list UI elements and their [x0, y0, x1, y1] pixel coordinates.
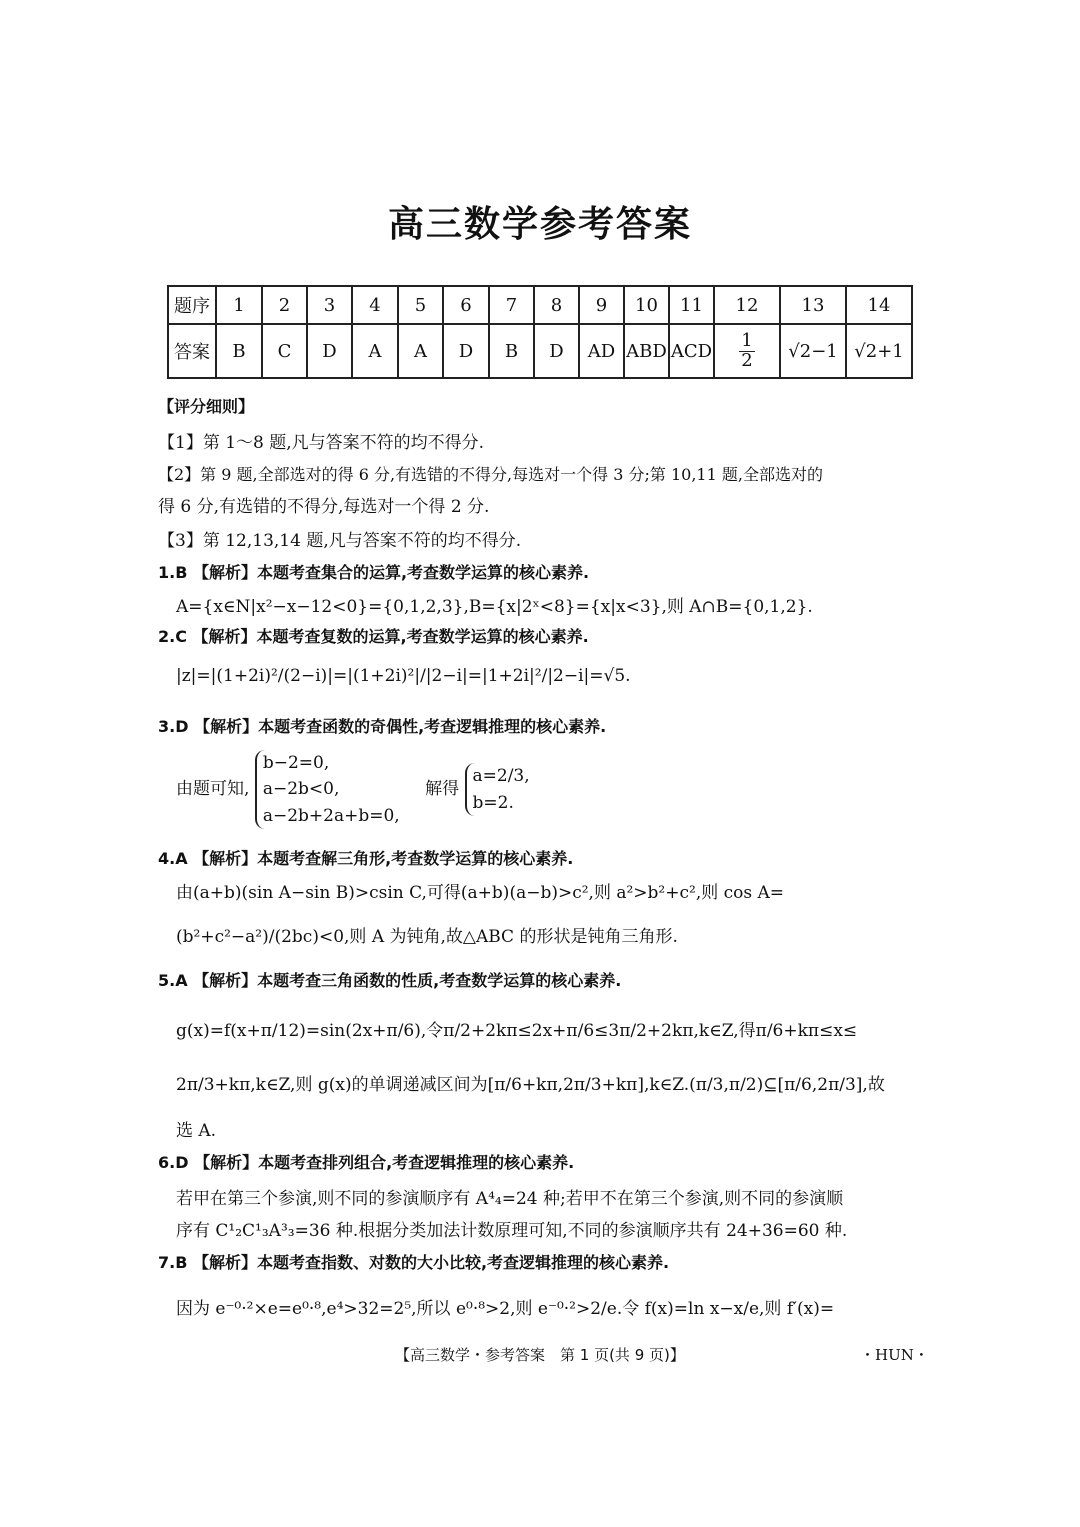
rule-1: 【1】第 1～8 题,凡与答案不符的均不得分. [158, 433, 485, 453]
q4-solution-b: (b²+c²−a²)/(2bc)<0,则 A 为钝角,故△ABC 的形状是钝角三角形. [176, 927, 678, 947]
fraction-denominator: 2 [741, 349, 753, 371]
answer-cell: A [398, 324, 443, 378]
table-header-cell: 题序 [168, 286, 216, 324]
q3-prefix: 由题可知, [176, 779, 250, 800]
q1-heading: 1.B 【解析】本题考查集合的运算,考查数学运算的核心素养. [158, 563, 590, 582]
page-footer: 【高三数学・参考答案 第 1 页(共 9 页)】 [395, 1346, 685, 1364]
q3-result [465, 763, 530, 816]
answer-cell: AD [579, 324, 624, 378]
q7-heading: 7.B 【解析】本题考查指数、对数的大小比较,考查逻辑推理的核心素养. [158, 1253, 670, 1272]
answer-cell: √2+1 [846, 324, 912, 378]
fraction [739, 329, 754, 371]
q3-system [255, 750, 400, 829]
rules-heading: 【评分细则】 [158, 397, 255, 416]
q3-eq3: a−2b+2a+b=0, [262, 805, 400, 826]
question-number-cell: 4 [352, 286, 398, 324]
question-number-cell: 5 [398, 286, 443, 324]
q6-solution-b: 序有 C¹₂C¹₃A³₃=36 种.根据分类加法计数原理可知,不同的参演顺序共有 24+36=60 种. [176, 1221, 848, 1241]
q1-solution: A={x∈N|x²−x−12<0}={0,1,2,3},B={x|2ˣ<8}={x|x<3},则 A∩B={0,1,2}. [176, 597, 813, 617]
q6-heading: 6.D 【解析】本题考查排列组合,考查逻辑推理的核心素养. [158, 1153, 575, 1172]
q5-solution-b: 2π/3+kπ,k∈Z,则 g(x)的单调递减区间为[π/6+kπ,2π/3+kπ],k∈Z.(π/3,π/2)⊆[π/6,2π/3],故 [176, 1075, 885, 1095]
question-number-cell: 1 [216, 286, 262, 324]
answer-cell: C [262, 324, 307, 378]
answer-table [167, 285, 913, 379]
q3-solution [176, 750, 550, 829]
rule-3: 【3】第 12,13,14 题,凡与答案不符的均不得分. [158, 531, 522, 551]
question-number-cell: 8 [534, 286, 579, 324]
q5-heading: 5.A 【解析】本题考查三角函数的性质,考查数学运算的核心素养. [158, 971, 622, 990]
answer-cell: ACD [669, 324, 714, 378]
q5-solution-c: 选 A. [176, 1121, 217, 1141]
answer-cell: B [489, 324, 534, 378]
q4-solution-a: 由(a+b)(sin A−sin B)>csin C,可得(a+b)(a−b)>c²,则 a²>b²+c²,则 cos A= [176, 883, 785, 903]
answer-cell: √2−1 [780, 324, 846, 378]
question-number-cell: 14 [846, 286, 912, 324]
question-number-cell: 9 [579, 286, 624, 324]
table-row-answers [168, 324, 912, 378]
q5-solution-a: g(x)=f(x+π/12)=sin(2x+π/6),令π/2+2kπ≤2x+π/6≤3π/2+2kπ,k∈Z,得π/6+kπ≤x≤ [176, 1021, 858, 1041]
question-number-cell: 3 [307, 286, 352, 324]
table-row-numbers [168, 286, 912, 324]
q7-solution-a: 因为 e⁻⁰·²×e=e⁰·⁸,e⁴>32=2⁵,所以 e⁰·⁸>2,则 e⁻⁰·²>2/e.令 f(x)=ln x−x/e,则 f′(x)= [176, 1299, 835, 1319]
q2-solution: |z|=|(1+2i)²/(2−i)|=|(1+2i)²|/|2−i|=|1+2i|²/|2−i|=√5. [176, 666, 631, 686]
q3-eq2: a−2b<0, [262, 779, 340, 800]
footer-code: ・HUN・ [860, 1346, 929, 1364]
q4-heading: 4.A 【解析】本题考查解三角形,考查数学运算的核心素养. [158, 849, 574, 868]
answer-cell: D [443, 324, 489, 378]
rule-2b: 得 6 分,有选错的不得分,每选对一个得 2 分. [158, 497, 490, 517]
rule-2a: 【2】第 9 题,全部选对的得 6 分,有选错的不得分,每选对一个得 3 分;第 10,11 题,全部选对的 [158, 465, 823, 484]
answer-cell-fraction [714, 324, 780, 378]
question-number-cell: 13 [780, 286, 846, 324]
page-title: 高三数学参考答案 [387, 204, 692, 245]
question-number-cell: 12 [714, 286, 780, 324]
question-number-cell: 6 [443, 286, 489, 324]
answer-cell: ABD [624, 324, 669, 378]
answer-cell: A [352, 324, 398, 378]
table-answer-label: 答案 [168, 324, 216, 378]
q3-res2: b=2. [472, 792, 514, 813]
question-number-cell: 7 [489, 286, 534, 324]
fraction-numerator: 1 [741, 329, 753, 351]
q2-heading: 2.C 【解析】本题考查复数的运算,考查数学运算的核心素养. [158, 627, 589, 646]
answer-cell: D [307, 324, 352, 378]
q3-res1: a=2/3, [472, 766, 530, 787]
q6-solution-a: 若甲在第三个参演,则不同的参演顺序有 A⁴₄=24 种;若甲不在第三个参演,则不同的参演顺 [176, 1189, 844, 1209]
q3-mid: 解得 [425, 779, 460, 800]
q3-heading: 3.D 【解析】本题考查函数的奇偶性,考查逻辑推理的核心素养. [158, 717, 607, 736]
answer-cell: D [534, 324, 579, 378]
question-number-cell: 10 [624, 286, 669, 324]
question-number-cell: 2 [262, 286, 307, 324]
question-number-cell: 11 [669, 286, 714, 324]
q3-eq1: b−2=0, [262, 753, 330, 773]
answer-cell: B [216, 324, 262, 378]
